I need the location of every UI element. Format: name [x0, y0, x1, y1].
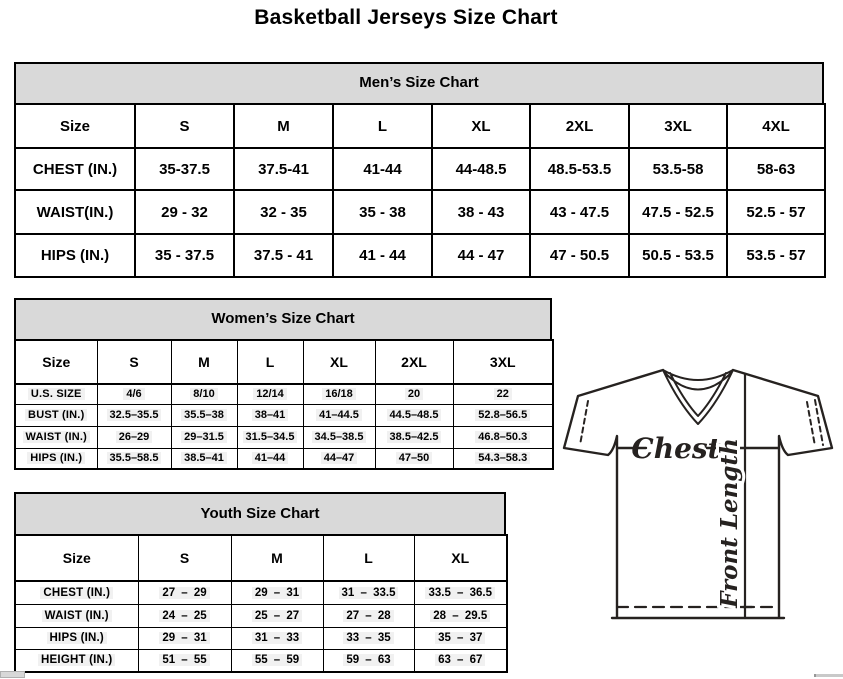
size-value: 41–44.5	[316, 409, 362, 421]
size-value-cell	[453, 384, 553, 404]
row-label	[15, 148, 135, 190]
size-value: 63 – 67	[435, 654, 485, 666]
row-label	[15, 426, 97, 448]
table-row	[15, 604, 507, 627]
size-value-cell	[231, 581, 323, 604]
scrollbar-fragment-left[interactable]	[0, 671, 25, 678]
size-value-cell	[234, 234, 333, 277]
size-value: 55 – 59	[252, 654, 302, 666]
column-header: XL	[432, 104, 530, 148]
size-value: 37.5-41	[258, 160, 309, 178]
size-value: 38 - 43	[457, 203, 505, 221]
size-value-cell	[135, 148, 234, 190]
size-value-cell	[530, 148, 629, 190]
size-value: 35.5–58.5	[107, 452, 162, 464]
size-value: 31 – 33	[252, 632, 302, 644]
size-value: 33 – 35	[343, 632, 393, 644]
mens-size-chart	[14, 62, 824, 278]
size-value: 34.5–38.5	[312, 431, 367, 443]
size-value: 44-48.5	[455, 160, 507, 178]
row-label-text: WAIST(IN.)	[36, 203, 114, 221]
size-value: 44.5–48.5	[387, 409, 442, 421]
size-value-cell	[231, 649, 323, 672]
size-value-cell	[432, 234, 530, 277]
column-header: S	[138, 535, 231, 581]
size-value: 50.5 - 53.5	[642, 247, 714, 264]
row-label	[15, 404, 97, 426]
size-value-cell	[323, 604, 414, 627]
size-value-cell	[453, 426, 553, 448]
row-label	[15, 384, 97, 404]
column-header: S	[97, 340, 171, 384]
size-value-cell	[375, 404, 453, 426]
youth-size-chart	[14, 492, 506, 673]
column-header: L	[237, 340, 303, 384]
size-value-cell	[237, 384, 303, 404]
size-value: 32.5–35.5	[107, 409, 162, 421]
size-value: 52.8–56.5	[475, 409, 530, 421]
size-value-cell	[138, 581, 231, 604]
size-value: 22	[494, 388, 512, 400]
size-value: 47–50	[396, 452, 433, 464]
size-value: 4/6	[123, 388, 144, 400]
size-header-row	[15, 340, 553, 384]
size-value-cell	[453, 404, 553, 426]
row-label-text: CHEST (IN.)	[32, 160, 118, 178]
table-row	[15, 190, 825, 234]
size-value: 26–29	[116, 431, 153, 443]
size-value-cell	[171, 448, 237, 469]
table-row	[15, 404, 553, 426]
column-header: 4XL	[727, 104, 825, 148]
row-label	[15, 581, 138, 604]
column-header: M	[231, 535, 323, 581]
size-value: 8/10	[190, 388, 217, 400]
size-value-cell	[171, 384, 237, 404]
size-header-row	[15, 535, 507, 581]
size-value: 29 – 31	[252, 587, 302, 599]
column-header: 3XL	[453, 340, 553, 384]
size-value-cell	[333, 234, 432, 277]
size-value: 52.5 - 57	[746, 203, 806, 221]
size-value: 33.5 – 36.5	[425, 587, 495, 599]
size-value-cell	[138, 604, 231, 627]
column-header: L	[323, 535, 414, 581]
size-value-cell	[303, 384, 375, 404]
size-value-cell	[453, 448, 553, 469]
jersey-outline	[564, 370, 832, 618]
column-header: M	[171, 340, 237, 384]
column-header: XL	[414, 535, 507, 581]
table-row	[15, 148, 825, 190]
row-label	[15, 604, 138, 627]
front-length-label: Front Length	[716, 438, 743, 608]
size-value: 27 – 28	[343, 610, 393, 622]
size-value-cell	[375, 426, 453, 448]
size-value-cell	[530, 190, 629, 234]
column-header: 2XL	[375, 340, 453, 384]
size-value-cell	[303, 448, 375, 469]
size-value: 29 - 32	[161, 203, 208, 221]
jersey-collar	[663, 370, 733, 424]
column-header: 3XL	[629, 104, 727, 148]
row-label	[15, 649, 138, 672]
table-title: Women’s Size Chart	[14, 298, 552, 339]
size-value: 28 – 29.5	[430, 610, 490, 622]
size-value: 47.5 - 52.5	[642, 203, 714, 221]
size-value: 31.5–34.5	[243, 431, 298, 443]
size-value-cell	[237, 448, 303, 469]
size-value-cell	[135, 234, 234, 277]
size-value-cell	[629, 148, 727, 190]
row-label	[15, 627, 138, 649]
womens-size-chart	[14, 298, 552, 470]
size-grid	[14, 339, 554, 470]
table-row	[15, 649, 507, 672]
table-row	[15, 448, 553, 469]
row-label-text: HIPS (IN.)	[47, 632, 107, 644]
size-value: 59 – 63	[343, 654, 393, 666]
size-value-cell	[138, 649, 231, 672]
scrollbar-fragment-right[interactable]	[814, 674, 843, 677]
size-value: 43 - 47.5	[549, 203, 610, 221]
size-value-cell	[323, 649, 414, 672]
chest-label: Chest	[631, 432, 721, 465]
size-value-cell	[414, 627, 507, 649]
size-value: 38.5–41	[181, 452, 227, 464]
size-value-cell	[303, 404, 375, 426]
size-value-cell	[375, 384, 453, 404]
size-value: 46.8–50.3	[475, 431, 530, 443]
row-label	[15, 234, 135, 277]
size-value-cell	[323, 627, 414, 649]
size-value: 38.5–42.5	[387, 431, 442, 443]
size-value: 37.5 - 41	[253, 247, 314, 264]
size-value-cell	[323, 581, 414, 604]
size-value-cell	[97, 448, 171, 469]
row-label	[15, 190, 135, 234]
size-value: 24 – 25	[159, 610, 209, 622]
size-value-cell	[303, 426, 375, 448]
size-value: 35-37.5	[159, 160, 210, 178]
table-title: Men’s Size Chart	[14, 62, 824, 103]
row-label-text: HIPS (IN.)	[27, 452, 85, 464]
size-value-cell	[530, 234, 629, 277]
table-row	[15, 426, 553, 448]
size-value-cell	[97, 404, 171, 426]
row-label-text: WAIST (IN.)	[42, 610, 112, 622]
column-header: M	[234, 104, 333, 148]
size-value-cell	[414, 604, 507, 627]
size-value: 32 - 35	[260, 203, 307, 221]
size-value-cell	[97, 426, 171, 448]
size-value: 53.5 - 57	[746, 247, 806, 264]
size-value: 41-44	[363, 160, 402, 178]
size-value: 51 – 55	[159, 654, 209, 666]
size-value-cell	[414, 581, 507, 604]
size-value-cell	[629, 190, 727, 234]
size-value: 35 – 37	[435, 632, 485, 644]
size-value-cell	[727, 234, 825, 277]
column-header: Size	[15, 104, 135, 148]
size-value: 53.5-58	[652, 160, 704, 178]
size-grid	[14, 534, 508, 673]
size-value-cell	[234, 148, 333, 190]
column-header: S	[135, 104, 234, 148]
table-row	[15, 627, 507, 649]
row-label-text: CHEST (IN.)	[40, 587, 113, 599]
size-value-cell	[237, 426, 303, 448]
size-value-cell	[727, 148, 825, 190]
size-value: 35 - 37.5	[154, 247, 215, 264]
size-value-cell	[97, 384, 171, 404]
size-value: 38–41	[252, 409, 289, 421]
page-title: Basketball Jerseys Size Chart	[254, 6, 558, 29]
size-value-cell	[171, 426, 237, 448]
size-value-cell	[135, 190, 234, 234]
size-value-cell	[432, 190, 530, 234]
column-header: Size	[15, 340, 97, 384]
size-grid	[14, 103, 826, 278]
size-value-cell	[333, 148, 432, 190]
size-value: 35.5–38	[181, 409, 227, 421]
size-value: 41 - 44	[359, 247, 406, 264]
row-label-text: HEIGHT (IN.)	[38, 654, 115, 666]
size-value-cell	[171, 404, 237, 426]
size-value: 54.3–58.3	[475, 452, 530, 464]
size-value-cell	[727, 190, 825, 234]
table-row	[15, 384, 553, 404]
size-header-row	[15, 104, 825, 148]
column-header: Size	[15, 535, 138, 581]
size-value-cell	[414, 649, 507, 672]
row-label-text: HIPS (IN.)	[40, 247, 110, 264]
size-value-cell	[432, 148, 530, 190]
column-header: XL	[303, 340, 375, 384]
table-title: Youth Size Chart	[14, 492, 506, 534]
size-value: 29 – 31	[159, 632, 209, 644]
size-value-cell	[629, 234, 727, 277]
size-value: 20	[405, 388, 423, 400]
size-value-cell	[231, 604, 323, 627]
row-label	[15, 448, 97, 469]
row-label-text: BUST (IN.)	[25, 409, 87, 421]
size-value: 48.5-53.5	[547, 160, 612, 178]
size-value: 29–31.5	[181, 431, 227, 443]
jersey-measurement-diagram	[560, 360, 843, 640]
size-value: 27 – 29	[159, 587, 209, 599]
size-value: 31 – 33.5	[339, 587, 399, 599]
size-value: 12/14	[253, 388, 287, 400]
size-value: 58-63	[756, 160, 796, 178]
size-value: 25 – 27	[252, 610, 302, 622]
table-row	[15, 234, 825, 277]
size-value-cell	[234, 190, 333, 234]
size-value: 44–47	[321, 452, 358, 464]
size-value-cell	[231, 627, 323, 649]
size-value-cell	[333, 190, 432, 234]
column-header: 2XL	[530, 104, 629, 148]
row-label-text: WAIST (IN.)	[23, 431, 90, 443]
column-header: L	[333, 104, 432, 148]
size-value-cell	[138, 627, 231, 649]
table-row	[15, 581, 507, 604]
size-value: 44 - 47	[457, 247, 505, 264]
size-value: 47 - 50.5	[549, 247, 610, 264]
row-label-text: U.S. SIZE	[28, 388, 85, 400]
size-value: 35 - 38	[359, 203, 406, 221]
size-value: 16/18	[322, 388, 356, 400]
size-value: 41–44	[252, 452, 289, 464]
size-value-cell	[375, 448, 453, 469]
size-value-cell	[237, 404, 303, 426]
